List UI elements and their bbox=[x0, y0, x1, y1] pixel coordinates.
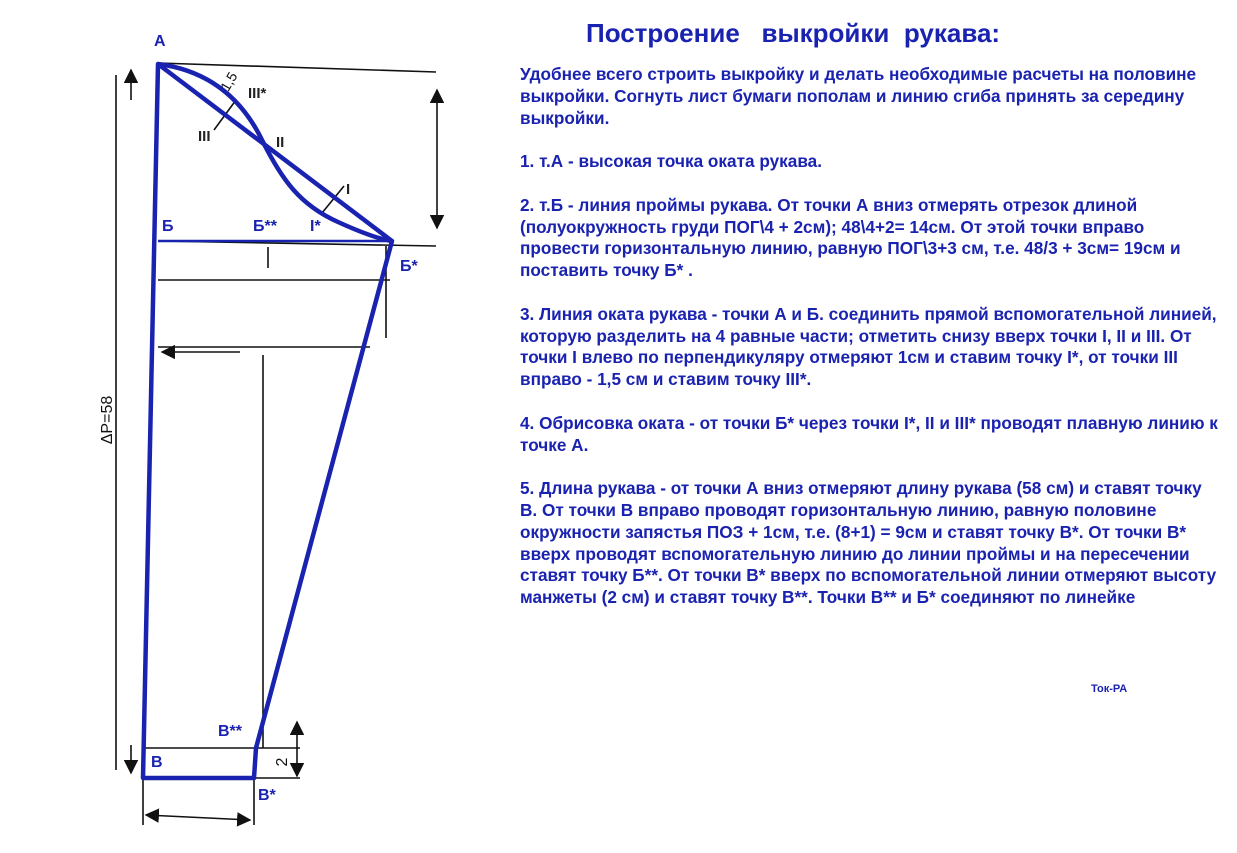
wrist-dimension bbox=[146, 815, 250, 820]
sleeve-outline bbox=[143, 64, 392, 778]
step-3: 3. Линия оката рукава - точки А и Б. соединить прямой вспомогательной линией, которую разделить на 4 равные части; отметить снизу вверх точки I, II и III. От точки I влево по перпендикуляру отмеряют 1см и ставим точку I*, от точки III вправо - 1,5 см и ставим точку III*. bbox=[520, 303, 1217, 390]
point-b-star-label: Б* bbox=[400, 258, 418, 275]
construction-lines bbox=[116, 63, 437, 825]
step-1: 1. т.А - высокая точка оката рукава. bbox=[520, 151, 822, 172]
point-i-label: I bbox=[346, 181, 351, 198]
offset-dimension-label: 1,5 bbox=[216, 69, 241, 94]
page-title: Построение выкройки рукава: bbox=[586, 18, 1001, 48]
point-a-label: А bbox=[154, 33, 166, 50]
point-iii-star-label: III* bbox=[248, 85, 267, 102]
instructions bbox=[520, 64, 1220, 631]
point-b-label: Б bbox=[162, 218, 174, 235]
author-signature: Ток-РА bbox=[1091, 683, 1128, 695]
point-iii-label: III bbox=[198, 128, 211, 145]
step-4: 4. Обрисовка оката - от точки Б* через точки I*, II и III* проводят плавную линию к точке А. bbox=[520, 412, 1218, 455]
point-v-label: В bbox=[151, 754, 163, 771]
point-b-double-star-label: Б** bbox=[253, 218, 277, 235]
sleeve-pattern-diagram bbox=[0, 0, 520, 853]
step-2: 2. т.Б - линия проймы рукава. От точки А вниз отмерять отрезок длиной (полуокружность груди ПОГ\4 + 2см); 48\4+2= 14см. От этой точки вправо провести горизонтальную линию, равную ПОГ\3+3 см, т.е. 48/3 + 3см= 19см и поставить точку Б* . bbox=[520, 194, 1181, 281]
cuff-dimension-label: 2 bbox=[274, 757, 291, 767]
point-v-double-star-label: В** bbox=[218, 723, 243, 740]
step-5: 5. Длина рукава - от точки А вниз отмеряют длину рукава (58 см) и ставят точку В. От точки В вправо проводят горизонтальную линию, равную половине окружности запястья ПОЗ + 1см, т.е. (8+1) = 9см и ставят точку В*. От точки В* вверх проводят вспомогательную линию до линии проймы и на пересечении ставят точку Б**. От точки В* вверх по вспомогательной линии отмеряют высоту манжеты (2 см) и ставят точку В**. Точки В** и Б* соединяют по линейке bbox=[520, 478, 1217, 608]
point-i-star-label: I* bbox=[310, 218, 321, 235]
length-dimension-label: ΔР=58 bbox=[99, 395, 116, 445]
point-v-star-label: В* bbox=[258, 787, 276, 804]
intro-paragraph: Удобнее всего строить выкройку и делать необходимые расчеты на половине выкройки. Согнуть лист бумаги пополам и линию сгиба принять за середину выкройки. bbox=[520, 64, 1197, 128]
top-reference-line bbox=[158, 63, 436, 72]
point-ii-label: II bbox=[276, 134, 285, 151]
